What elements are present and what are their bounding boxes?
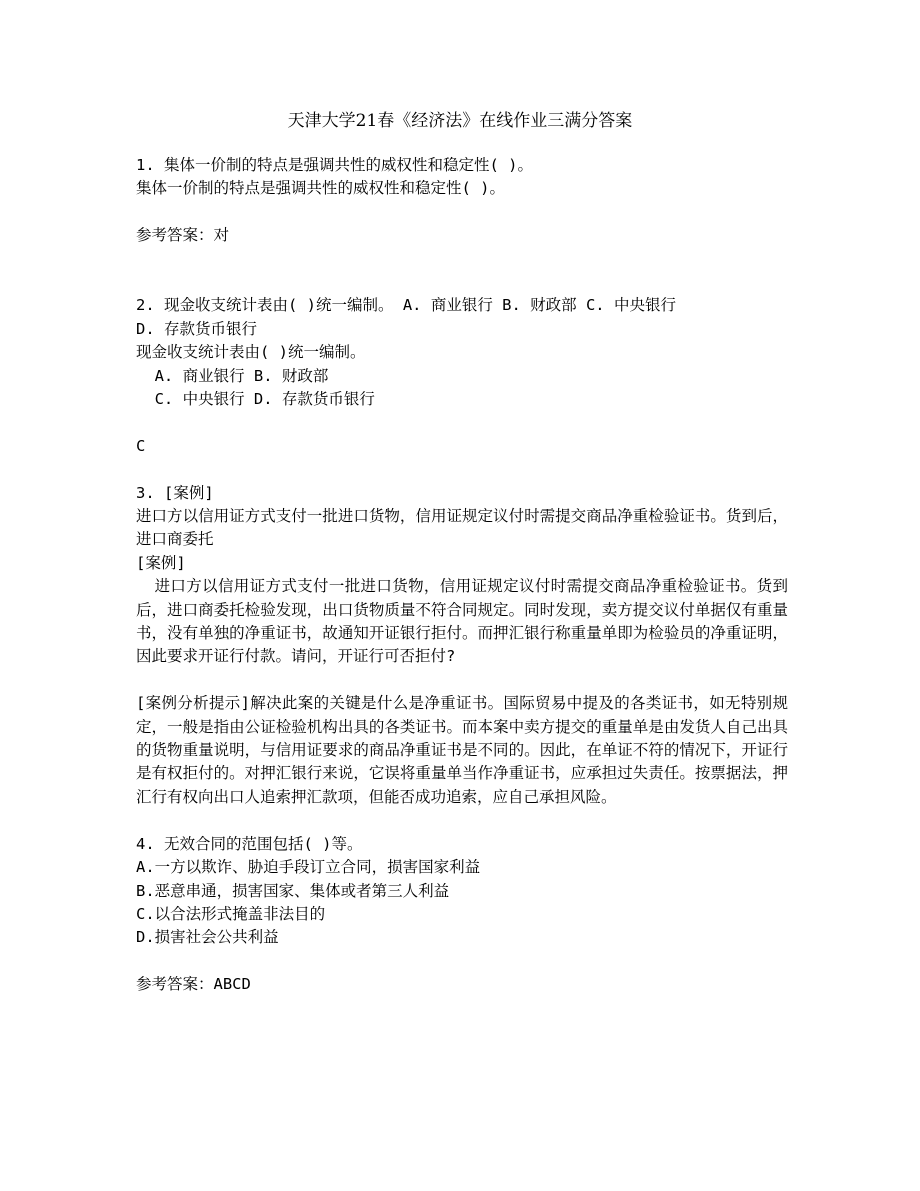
question-4-stem: 4. 无效合同的范围包括( )等。 [136, 834, 363, 853]
question-4-option-a: A.一方以欺诈、胁迫手段订立合同，损害国家利益 [136, 858, 481, 877]
document-title: 天津大学21春《经济法》在线作业三满分答案 [287, 111, 633, 131]
question-3-analysis: [案例分析提示]解决此案的关键是什么是净重证书。国际贸易中提及的各类证书，如无特别规定，一般是指由公证检验机构出具的各类证书。而本案中卖方提交的重量单是由发货人自己出具的货物重量说明，与信用证要求的商品净重证书是不同的。因此，在单证不符的情况下，开证行是有权拒付的。对押汇银行来说，它误将重量单当作净重证书，应承担过失责任。按票据法，押汇行有权向出口人追索押汇款项，但能否成功追索，应自己承担风险。 [136, 694, 788, 806]
question-2-stem-repeat: 现金收支统计表由( )统一编制。 [136, 343, 366, 362]
question-2-stem-cont: D. 存款货币银行 [136, 319, 257, 338]
question-1-answer: 参考答案：对 [136, 226, 230, 245]
question-2-options-cd: C. 中央银行 D. 存款货币银行 [154, 390, 375, 409]
question-1 [136, 154, 788, 248]
question-1-stem: 1. 集体一价制的特点是强调共性的威权性和稳定性( )。 [136, 156, 533, 174]
question-2 [136, 294, 788, 458]
question-4 [136, 833, 788, 997]
question-4-option-c: C.以合法形式掩盖非法目的 [136, 904, 326, 923]
question-2-answer: C [136, 436, 146, 455]
question-1-stem-repeat: 集体一价制的特点是强调共性的威权性和稳定性( )。 [136, 179, 505, 198]
question-3-case-body: 进口方以信用证方式支付一批进口货物，信用证规定议付时需提交商品净重检验证书。货到后，进口商委托检验发现，出口货物质量不符合同规定。同时发现，卖方提交议付单据仅有重量书，没有单独的净重证书，故通知开证银行拒付。而押汇银行称重量单即为检验员的净重证明，因此要求开证行付款。请问，开证行可否拒付? [136, 577, 788, 666]
question-3-summary: 进口方以信用证方式支付一批进口货物，信用证规定议付时需提交商品净重检验证书。货到后，进口商委托 [136, 507, 788, 549]
question-2-stem: 2. 现金收支统计表由( )统一编制。 A. 商业银行 B. 财政部 C. 中央银行 [136, 296, 676, 315]
question-3-stem: 3. [案例] [136, 483, 214, 502]
question-2-options-ab: A. 商业银行 B. 财政部 [154, 366, 329, 385]
question-4-option-b: B.恶意串通，损害国家、集体或者第三人利益 [136, 881, 450, 900]
document-body [136, 154, 788, 997]
question-4-option-d: D.损害社会公共利益 [136, 928, 279, 947]
question-3-case-label: [案例] [136, 553, 186, 572]
question-3 [136, 482, 788, 810]
question-4-answer: 参考答案：ABCD [136, 975, 251, 994]
